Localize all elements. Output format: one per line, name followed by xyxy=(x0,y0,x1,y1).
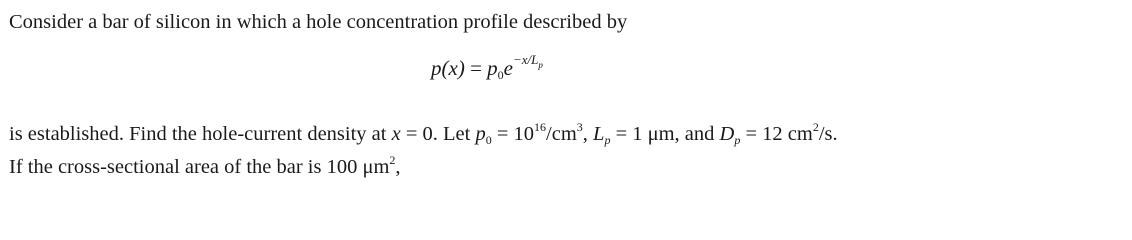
statement-l-subscript: p xyxy=(604,133,611,147)
equation-exponent xyxy=(512,52,543,70)
statement-concentration-exponent: 16 xyxy=(534,120,547,134)
question-text: If the cross-sectional area of the bar is 100 μm xyxy=(9,156,390,178)
statement-d-subscript: p xyxy=(734,133,741,147)
statement-part7: = 12 cm xyxy=(740,123,813,145)
equation-base-subscript: 0 xyxy=(497,68,504,82)
statement-l-variable: L xyxy=(593,123,605,145)
statement-cm-exponent: 3 xyxy=(576,120,583,134)
equation-exponent-subscript: p xyxy=(538,60,543,70)
question-area-exponent: 2 xyxy=(389,153,396,167)
statement-part5: , xyxy=(582,123,594,145)
question-trail: , xyxy=(395,156,401,178)
statement-part8: /s. xyxy=(818,123,838,145)
statement-part1: is established. Find the hole-current density at xyxy=(9,123,392,145)
equation-equals: = xyxy=(470,56,482,80)
concentration-equation xyxy=(431,52,543,82)
statement-d-exponent: 2 xyxy=(812,120,819,134)
statement-part3: = 10 xyxy=(491,123,535,145)
equation-base: p xyxy=(487,56,498,80)
statement-d-variable: D xyxy=(719,123,735,145)
statement-part6: = 1 μm, and xyxy=(610,123,720,145)
statement-part4: /cm xyxy=(546,123,577,145)
equation-exp-base: e xyxy=(503,56,513,80)
equation-lhs: p(x) xyxy=(431,56,465,80)
statement-p-variable: p xyxy=(475,123,486,145)
statement-part2: = 0. Let xyxy=(400,123,476,145)
equation-exponent-text: −x/L xyxy=(512,52,539,67)
problem-intro xyxy=(9,12,627,33)
statement-x-variable: x xyxy=(391,123,401,145)
problem-statement xyxy=(9,120,838,147)
problem-question xyxy=(9,153,401,178)
statement-p-subscript: 0 xyxy=(485,133,492,147)
intro-text: Consider a bar of silicon in which a hole concentration profile described by xyxy=(9,11,628,33)
